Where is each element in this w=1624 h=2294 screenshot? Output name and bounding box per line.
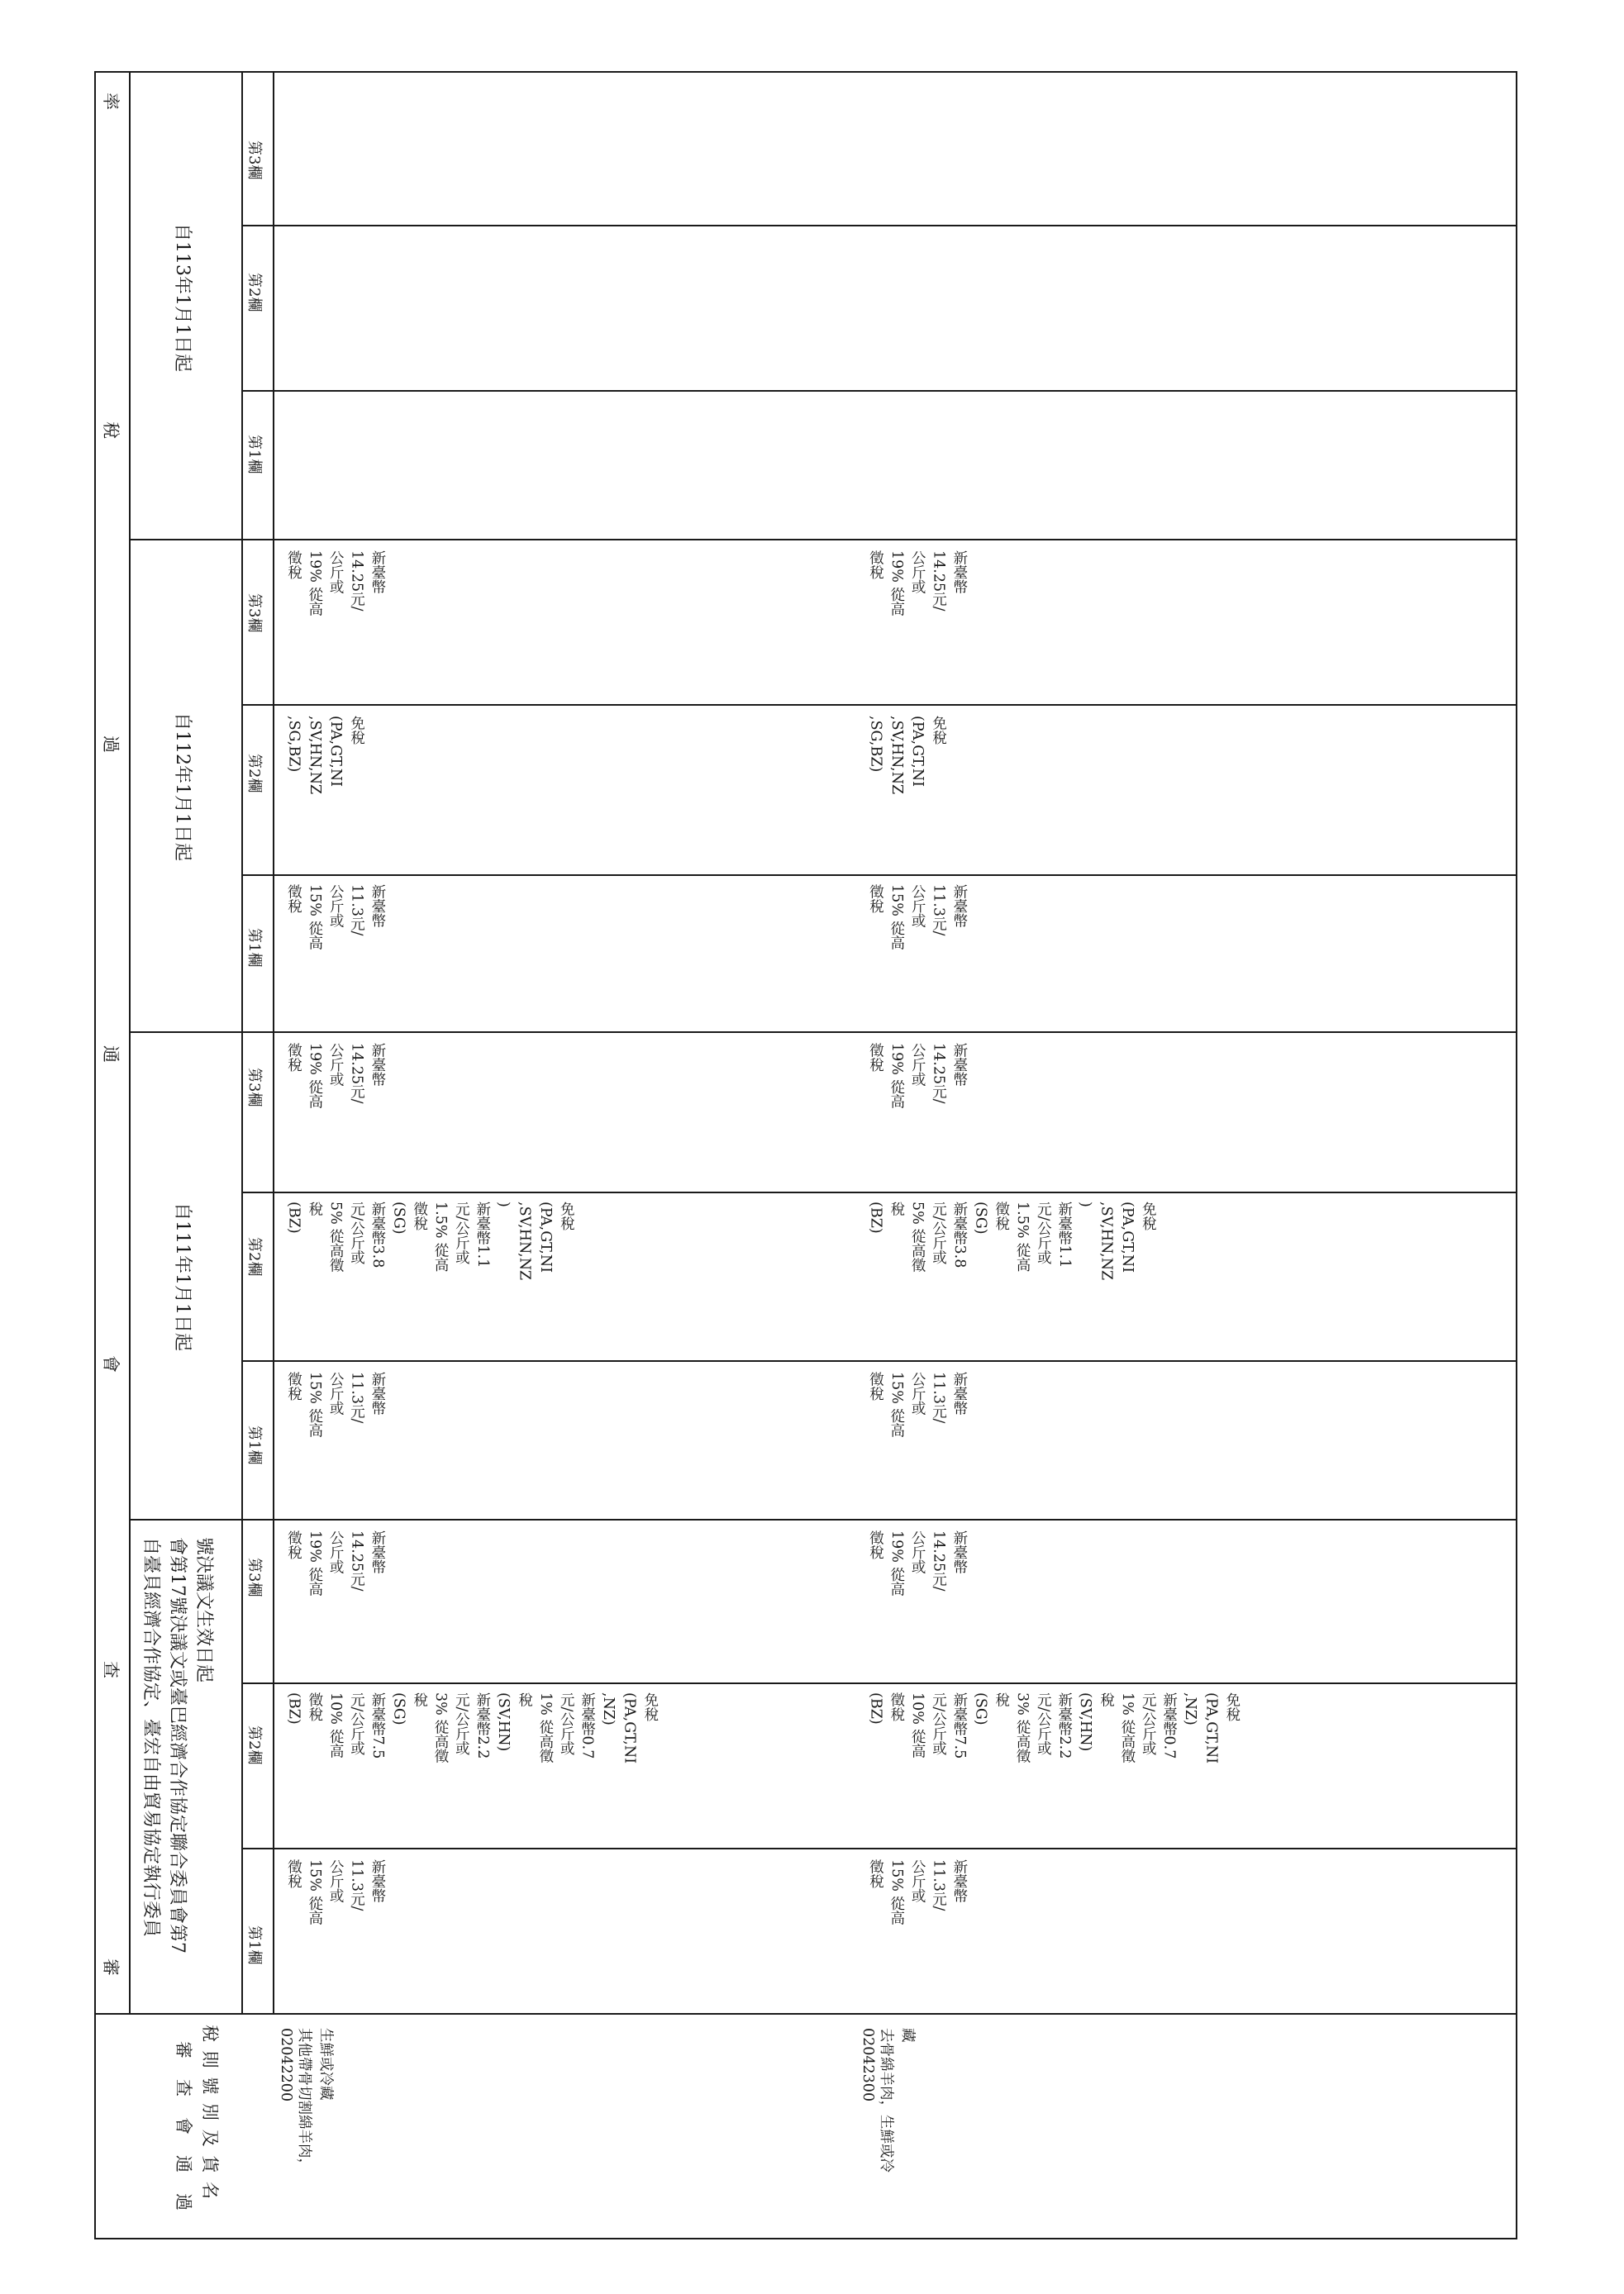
period-2-label: 自111年1月1日起: [172, 1202, 193, 1351]
row2-p1-col2: 免稅 (PA,GT,NI ,NZ) 新臺幣0.7 元/公斤或 1% 從高徵 稅 (SV,HN) 新臺幣2.2 元/公斤或 3% 從高徵 稅 (SG) 新臺幣7.5 元/公斤或 10% 從高 徵稅 (BZ): [867, 1692, 1241, 1764]
p4-col3-header: 第3欄: [245, 140, 263, 180]
row2-p3-col1: 新臺幣 11.3元/ 公斤或 15% 從高 徵稅: [867, 884, 968, 950]
row1-p1-col1: 新臺幣 11.3元/ 公斤或 15% 從高 徵稅: [285, 1859, 386, 1925]
p3-col2-header: 第2欄: [245, 754, 263, 793]
col-boundary-p2-a: [241, 1360, 1517, 1362]
period-1-label-line1: 自臺貝經濟合作協定、臺宏自由貿易協定執行委員: [140, 1537, 161, 1938]
p1-col3-header: 第3欄: [245, 1558, 263, 1597]
main-header-char-1: 審: [101, 1958, 121, 1978]
p4-col2-header: 第2欄: [245, 273, 263, 312]
period-1-label-line2: 會第17號決議文或臺巴經濟合作協定聯合委員會第7: [167, 1537, 188, 1954]
p4-col1-header: 第1欄: [245, 435, 263, 474]
main-header-char-2: 查: [101, 1661, 121, 1680]
main-header-char-7: 率: [101, 93, 121, 112]
row1-p3-col2: 免稅 (PA,GT,NI ,SV,HN,NZ ,SG,BZ): [285, 716, 365, 795]
frame-top: [94, 71, 1517, 73]
p3-col3-header: 第3欄: [245, 593, 263, 633]
col-boundary-p1-b: [241, 1682, 1517, 1684]
col-boundary-p3-a: [241, 874, 1517, 876]
row1-p2-col3: 新臺幣 14.25元/ 公斤或 19% 從高 徵稅: [285, 1043, 386, 1109]
row2-p1-col1: 新臺幣 11.3元/ 公斤或 15% 從高 徵稅: [867, 1859, 968, 1925]
main-header-char-3: 會: [101, 1355, 121, 1374]
col-boundary-p4-b: [241, 225, 1517, 226]
period-4-label: 自113年1月1日起: [172, 223, 193, 372]
p1-col1-header: 第1欄: [245, 1925, 263, 1965]
row2-p3-col3: 新臺幣 14.25元/ 公斤或 19% 從高 徵稅: [867, 550, 968, 616]
row1-p3-col3: 新臺幣 14.25元/ 公斤或 19% 從高 徵稅: [285, 550, 386, 616]
period-3-label: 自112年1月1日起: [172, 712, 193, 861]
col-boundary-p1-a: [241, 1848, 1517, 1849]
name-column-boundary: [94, 2013, 1517, 2015]
row2-code: 02042300: [860, 2028, 876, 2102]
name-column-header-line2: 稅 則 號 別 及 貨 名: [200, 2025, 220, 2201]
row1-name-line1: 其他帶骨切割綿羊肉，: [296, 2028, 312, 2173]
frame-right: [1516, 71, 1517, 2239]
period-1-label-line3: 號決議文生效日起: [193, 1537, 214, 1683]
row2-p1-col3: 新臺幣 14.25元/ 公斤或 19% 從高 徵稅: [867, 1530, 968, 1597]
p3-col1-header: 第1欄: [245, 928, 263, 968]
row1-name-line2: 生鮮或冷藏: [317, 2028, 334, 2101]
row2-p2-col2: 免稅 (PA,GT,NI ,SV,HN,NZ ) 新臺幣1.1 元/公斤或 1.5% 從高 徵稅 (SG) 新臺幣3.8 元/公斤或 5% 從高徵 稅 (BZ): [867, 1202, 1157, 1281]
col-boundary-p4-a: [241, 390, 1517, 392]
frame-left: [94, 71, 96, 2239]
period-boundary-3: [129, 539, 1517, 540]
header-sep-period: [241, 71, 243, 2013]
main-header-char-6: 稅: [101, 421, 121, 440]
row2-p2-col1: 新臺幣 11.3元/ 公斤或 15% 從高 徵稅: [867, 1372, 968, 1438]
header-sep-main: [129, 71, 131, 2013]
main-header-char-5: 過: [101, 735, 121, 754]
row1-p2-col1: 新臺幣 11.3元/ 公斤或 15% 從高 徵稅: [285, 1372, 386, 1438]
row1-p1-col2: 免稅 (PA,GT,NI ,NZ) 新臺幣0.7 元/公斤或 1% 從高徵 稅 (SV,HN) 新臺幣2.2 元/公斤或 3% 從高徵 稅 (SG) 新臺幣7.5 元/公斤或 10% 從高 徵稅 (BZ): [285, 1692, 659, 1764]
name-column-header-line1: 審 查 會 通 過: [174, 2041, 193, 2212]
row2-p2-col3: 新臺幣 14.25元/ 公斤或 19% 從高 徵稅: [867, 1043, 968, 1109]
p2-col2-header: 第2欄: [245, 1237, 263, 1277]
main-header-char-4: 通: [101, 1045, 121, 1064]
row1-p3-col1: 新臺幣 11.3元/ 公斤或 15% 從高 徵稅: [285, 884, 386, 950]
row2-name-line1: 去骨綿羊肉，生鮮或冷: [878, 2028, 894, 2173]
row2-p3-col2: 免稅 (PA,GT,NI ,SV,HN,NZ ,SG,BZ): [867, 716, 947, 795]
p2-col3-header: 第3欄: [245, 1068, 263, 1107]
row1-code: 02042200: [278, 2028, 294, 2102]
p1-col2-header: 第2欄: [245, 1725, 263, 1765]
row1-p2-col2: 免稅 (PA,GT,NI ,SV,HN,NZ ) 新臺幣1.1 元/公斤或 1.5% 從高 徵稅 (SG) 新臺幣3.8 元/公斤或 5% 從高徵 稅 (BZ): [285, 1202, 575, 1281]
header-sep-column: [273, 71, 274, 2013]
frame-bottom: [94, 2238, 1517, 2239]
p2-col1-header: 第1欄: [245, 1425, 263, 1465]
row2-name-line2: 藏: [899, 2028, 916, 2043]
row1-p1-col3: 新臺幣 14.25元/ 公斤或 19% 從高 徵稅: [285, 1530, 386, 1597]
col-boundary-p3-b: [241, 704, 1517, 706]
col-boundary-p2-b: [241, 1192, 1517, 1193]
